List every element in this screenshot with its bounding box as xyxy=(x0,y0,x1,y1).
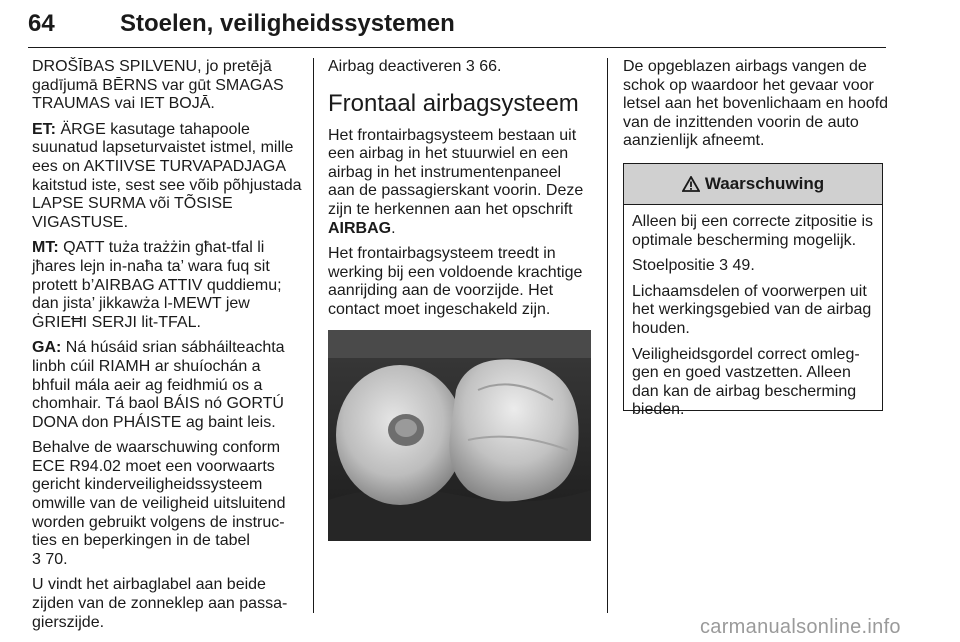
driver-airbag xyxy=(336,365,464,505)
column-divider xyxy=(607,58,608,613)
column-3 xyxy=(623,58,889,158)
intro-text: Het frontairbagsysteem bestaan uit een airbag in het stuurwiel en een airbag in het instrumentenpaneel aan de passagierskant voorin. Deze zijn te herkennen aan het opschrift xyxy=(328,126,584,218)
lv-warning-text: DROŠĪBAS SPILVENU, jo pretējā gadījumā BĒRNS var gūt SMAGAS TRAUMAS vai IET BOJĀ. xyxy=(32,58,284,113)
column-1 xyxy=(32,58,302,639)
deactivate-text: Airbag deactiveren xyxy=(328,58,462,75)
warning-title: Waarschuwing xyxy=(704,174,825,193)
benefit-paragraph: De opgeblazen airbags vangen de schok op waardoor het gevaar voor letsel aan het bovenlichaam en hoofd van de inzittenden voorin de auto aanzienlijk afneemt. xyxy=(623,58,889,150)
warning-body xyxy=(624,205,882,420)
et-warning xyxy=(32,121,302,233)
mt-text: QATT tuża trażżin għat-tfal li jħares lejn in-naħa ta’ wara fuq sit protett b’AIRBAG ATTIV quddiemu; dan jista’ jikkawża l-MEWT jew ĠRIEĦI SERJI lit-TFAL. xyxy=(32,239,282,331)
seat-position-text: Stoelpositie xyxy=(632,257,715,275)
et-text: ÄRGE kasutage tahapoole suunatud lapseturvaistet istmel, mille ees on AKTIIVSE TURVAPADJAGA kaitstud iste, sest see võib põhjustada LAPSE SURMA või TÕSISE VIGASTUSE. xyxy=(32,120,302,231)
warning-paragraph: Alleen bij een correcte zitpositie is optimale bescherming mogelijk. xyxy=(632,213,874,249)
ga-text: Ná húsáid srian sábháilteachta linbh cúil RIAMH ar shuíochán a bhfuil mála aeir ag feidhmiú os a chomhair. Tá baol BÁIS nó GORTÚ DONA don PHÁISTE ag baint leis. xyxy=(32,339,285,431)
column-2 xyxy=(328,58,592,327)
ece-reference-link[interactable]: 3 70. xyxy=(32,550,68,568)
ece-text: Behalve de waarschuwing conform ECE R94.02 moet een voorwaarts gericht kinderveiligheidssysteem omwille van de veiligheid uitsluitend worden gebruikt volgens de instructies en beperkingen in de tabel xyxy=(32,439,286,550)
section-title: Frontaal airbagsysteem xyxy=(328,89,579,117)
warning-header xyxy=(624,164,882,205)
deactivate-reference-link[interactable]: 3 66. xyxy=(465,58,502,75)
intro-paragraph xyxy=(328,127,592,239)
page-number: 64 xyxy=(28,10,55,37)
page-header xyxy=(28,4,886,48)
chapter-title: Stoelen, veiligheidssystemen xyxy=(120,10,455,37)
ga-warning xyxy=(32,339,302,432)
airbag-marking: AIRBAG xyxy=(328,219,392,237)
trigger-paragraph: Het frontairbagsysteem treedt in werking bij een voldoende krachtige aanrijding aan de voorzijde. Het contact moet ingeschakeld zijn. xyxy=(328,245,583,318)
header-rule xyxy=(28,47,886,48)
watermark: carmanualsonline.info xyxy=(700,616,901,638)
mt-label: MT: xyxy=(32,239,59,257)
airbag-label-paragraph: U vindt het airbaglabel aan beide zijden van de zonneklep aan passagierszijde. xyxy=(32,576,288,631)
column-divider xyxy=(313,58,314,613)
ece-paragraph xyxy=(32,439,302,569)
deactivate-reference xyxy=(328,58,592,77)
passenger-airbag xyxy=(449,359,578,501)
et-label: ET: xyxy=(32,120,56,138)
ga-label: GA: xyxy=(32,339,62,357)
seat-position-reference-link[interactable]: 3 49. xyxy=(719,257,755,275)
warning-box xyxy=(623,163,883,419)
intro-end: . xyxy=(391,219,396,237)
airbag-photo xyxy=(328,330,591,541)
warning-paragraph: Veiligheidsgordel correct omleggen en goed vastzetten. Alleen dan kan de airbag bescherming bieden. xyxy=(632,345,860,419)
warning-triangle-icon xyxy=(682,176,700,192)
warning-paragraph xyxy=(632,257,874,276)
mt-warning xyxy=(32,239,302,332)
warning-paragraph: Lichaamsdelen of voorwerpen uit het werkingsgebied van de airbag houden. xyxy=(632,282,872,337)
